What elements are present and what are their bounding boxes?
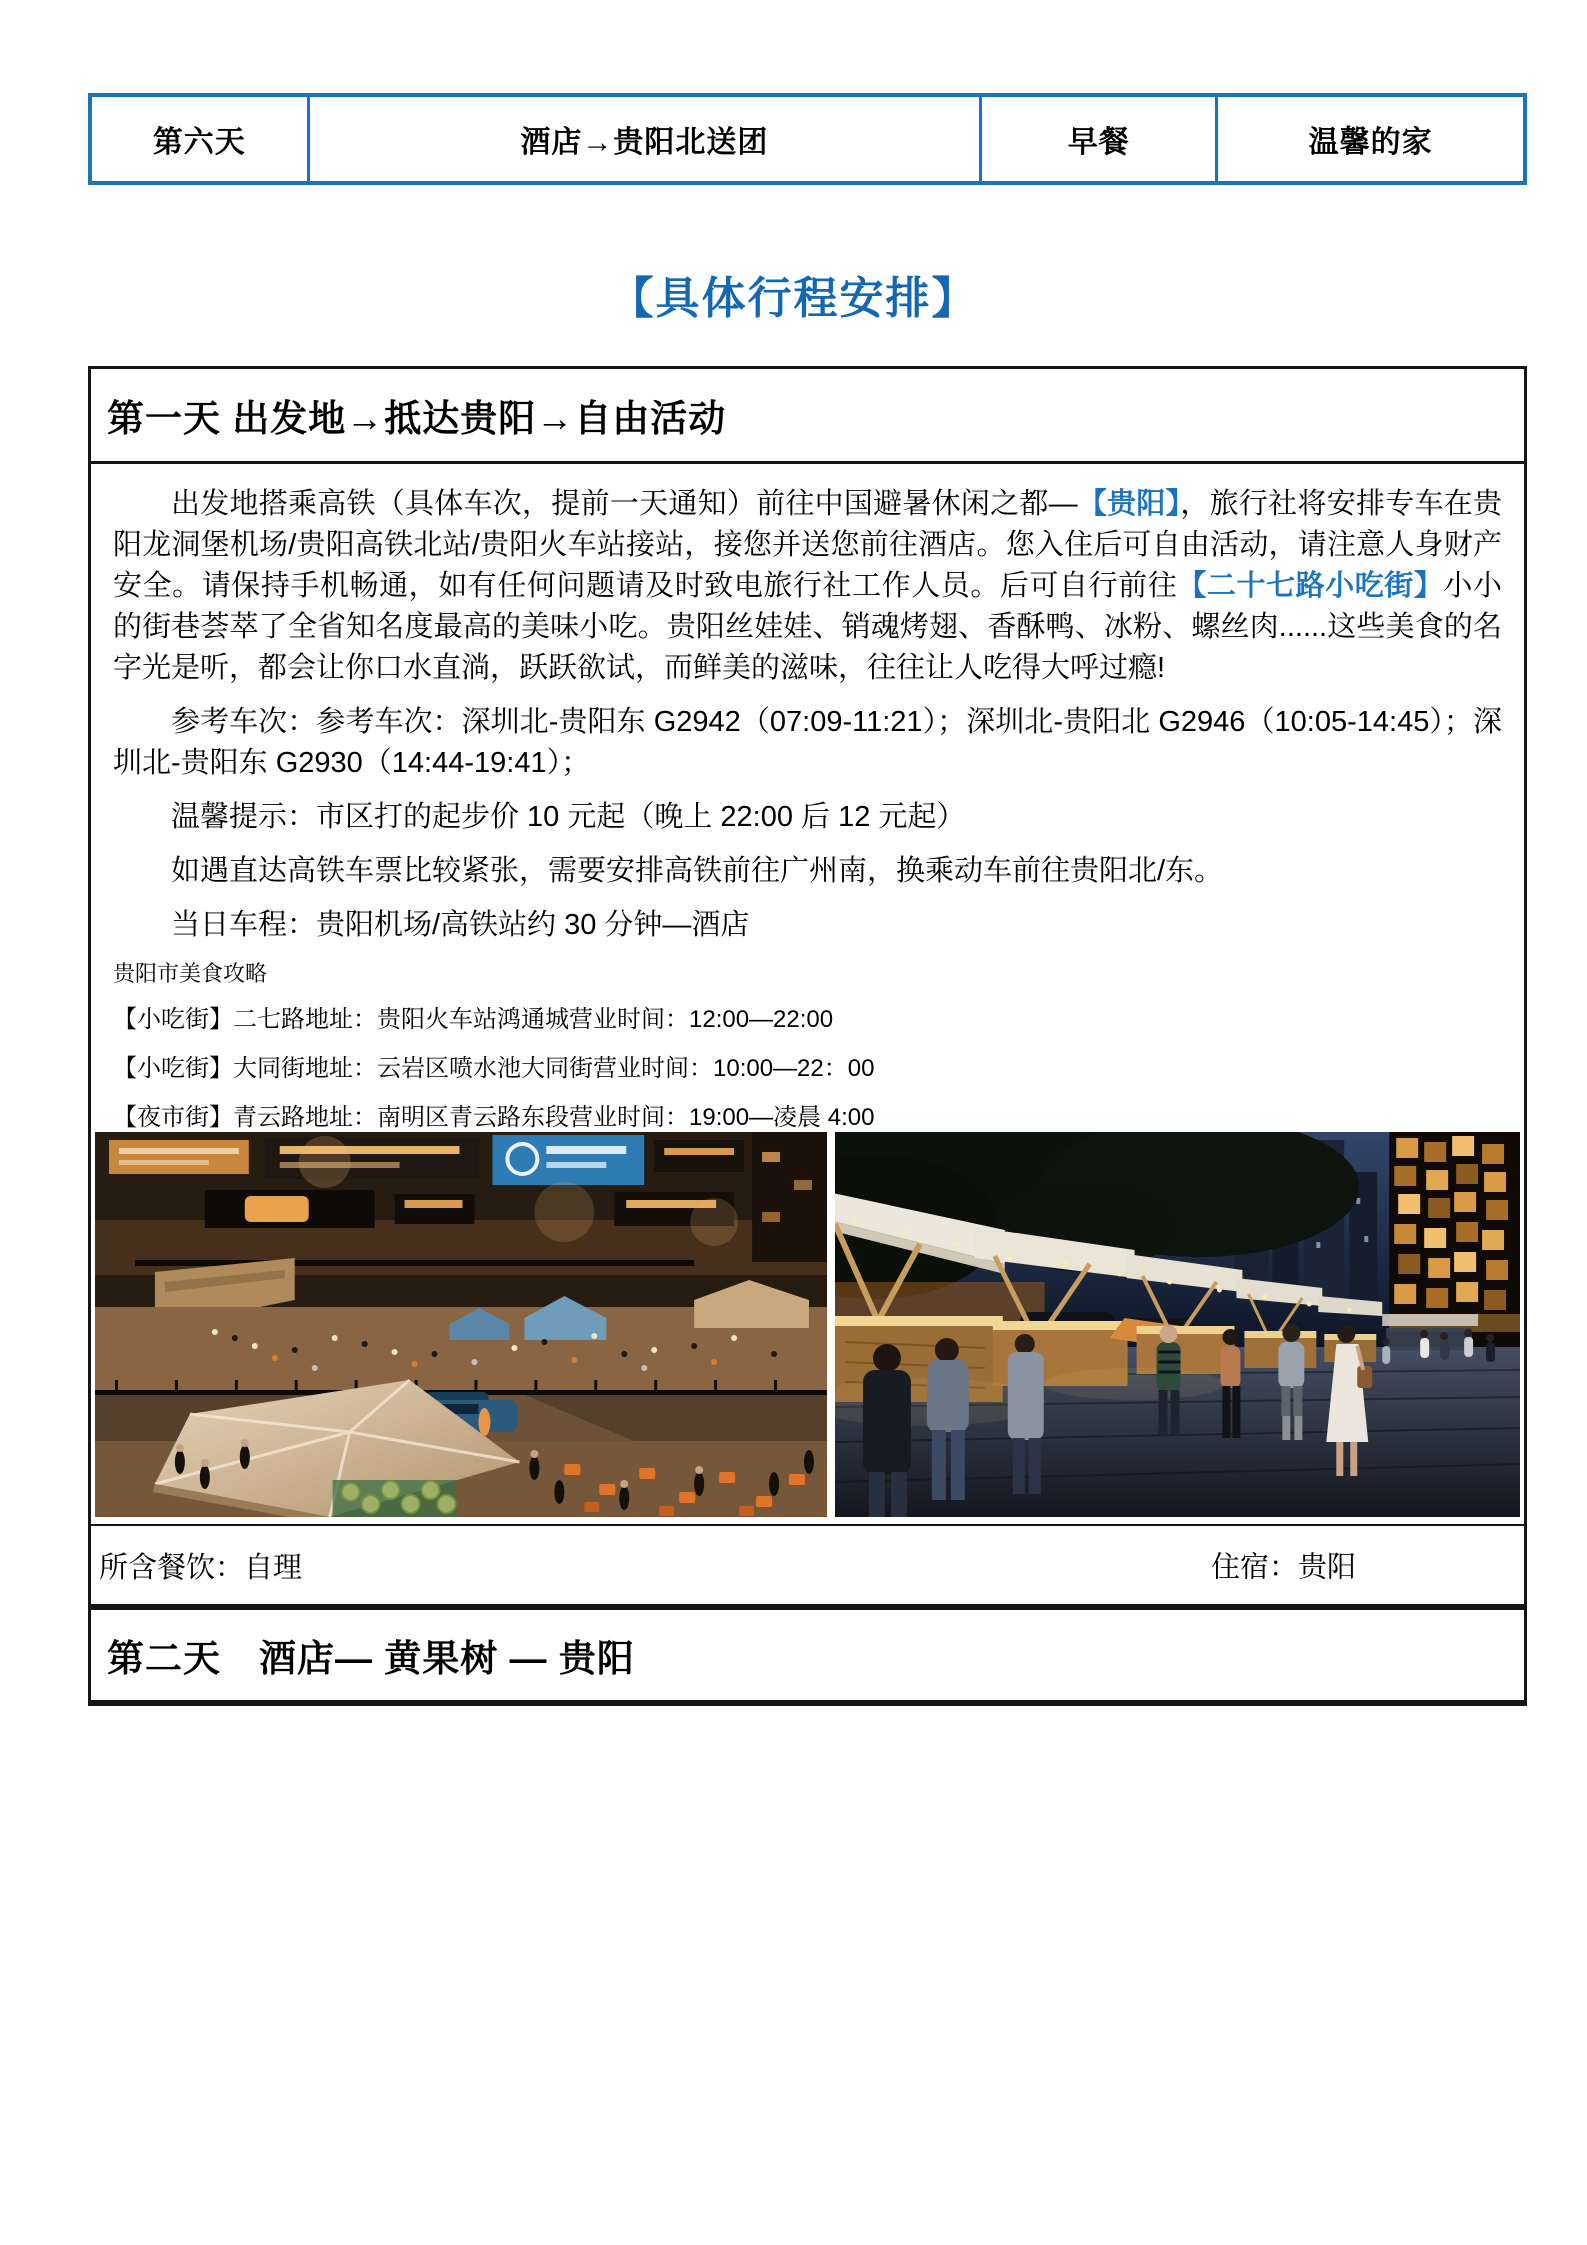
day-summary-table: [88, 93, 1527, 185]
intro-seg1: 出发地搭乘高铁（具体车次，提前一天通知）前往中国避暑休闲之都—: [171, 488, 1078, 520]
food-guide-item: 【小吃街】二七路地址：贵阳火车站鸿通城营业时间：12:00—22:00: [113, 1006, 834, 1033]
intro-paragraph: [113, 484, 1502, 689]
photo-row: [91, 1132, 1524, 1524]
day-cell: 第六天: [152, 126, 246, 159]
night-market-stalls-photo: [835, 1132, 1520, 1517]
meals-stay-row: [91, 1524, 1524, 1604]
food-guide-item: 【夜市街】青云路地址：南明区青云路东段营业时间：19:00—凌晨 4:00: [113, 1104, 875, 1131]
reference-trains: 参考车次：参考车次：深圳北-贵阳东 G2942（07:09-11:21）；深圳北-贵阳北 G2946（10:05-14:45）；深圳北-贵阳东 G2930（14:44-19:41）；: [113, 706, 1502, 779]
food-guide-title: 贵阳市美食攻略: [113, 961, 268, 986]
accommodation-label: 住宿：贵阳: [1211, 1551, 1357, 1584]
hotel-cell: 温馨的家: [1215, 97, 1523, 181]
drive-time: 当日车程：贵阳机场/高铁站约 30 分钟—酒店: [171, 909, 750, 941]
itinerary-cell: 酒店→贵阳北送团: [307, 97, 980, 181]
meals-cell: 早餐: [979, 97, 1215, 181]
day1-header: 第一天 出发地→抵达贵阳→自由活动: [91, 369, 1524, 464]
intro-seg2: ，旅行社将安排专车在贵阳龙洞堡机场/贵阳高铁北站/贵阳火车站接站，接您并送您前往酒店。您入住后可自由活动，请注意人身财产安全。请保持手机畅通，如有任何问题请及时致电旅行社工作人员。后可自行前往: [113, 488, 1502, 602]
taxi-tips: 温馨提示：市区打的起步价 10 元起（晚上 22:00 后 12 元起）: [171, 801, 966, 833]
food-guide-item: 【小吃街】大同街地址：云岩区喷水池大同街营业时间：10:00—22：00: [113, 1055, 875, 1082]
day2-header: 第二天 酒店— 黄果树 — 贵阳: [91, 1604, 1524, 1700]
meals-included-label: 所含餐饮：自理: [99, 1551, 303, 1584]
day1-section: [88, 366, 1527, 1706]
intro-seg3: 小小的街巷荟萃了全省知名度最高的美味小吃。贵阳丝娃娃、销魂烤翅、香酥鸭、冰粉、螺丝肉......这些美食的名字光是听，都会让你口水直淌，跃跃欲试，而鲜美的滋味，往往让人吃得大呼过瘾!: [113, 570, 1502, 684]
guiyang-highlight: 【贵阳】: [1077, 488, 1181, 520]
snack-street-highlight: 【二十七路小吃街】: [1177, 570, 1444, 602]
train-note: 如遇直达高铁车票比较紧张，需要安排高铁前往广州南，换乘动车前往贵阳北/东。: [171, 855, 1224, 887]
night-market-aerial-photo: [95, 1132, 827, 1517]
day1-body: [91, 464, 1524, 1132]
page-title: 【具体行程安排】: [609, 274, 978, 323]
